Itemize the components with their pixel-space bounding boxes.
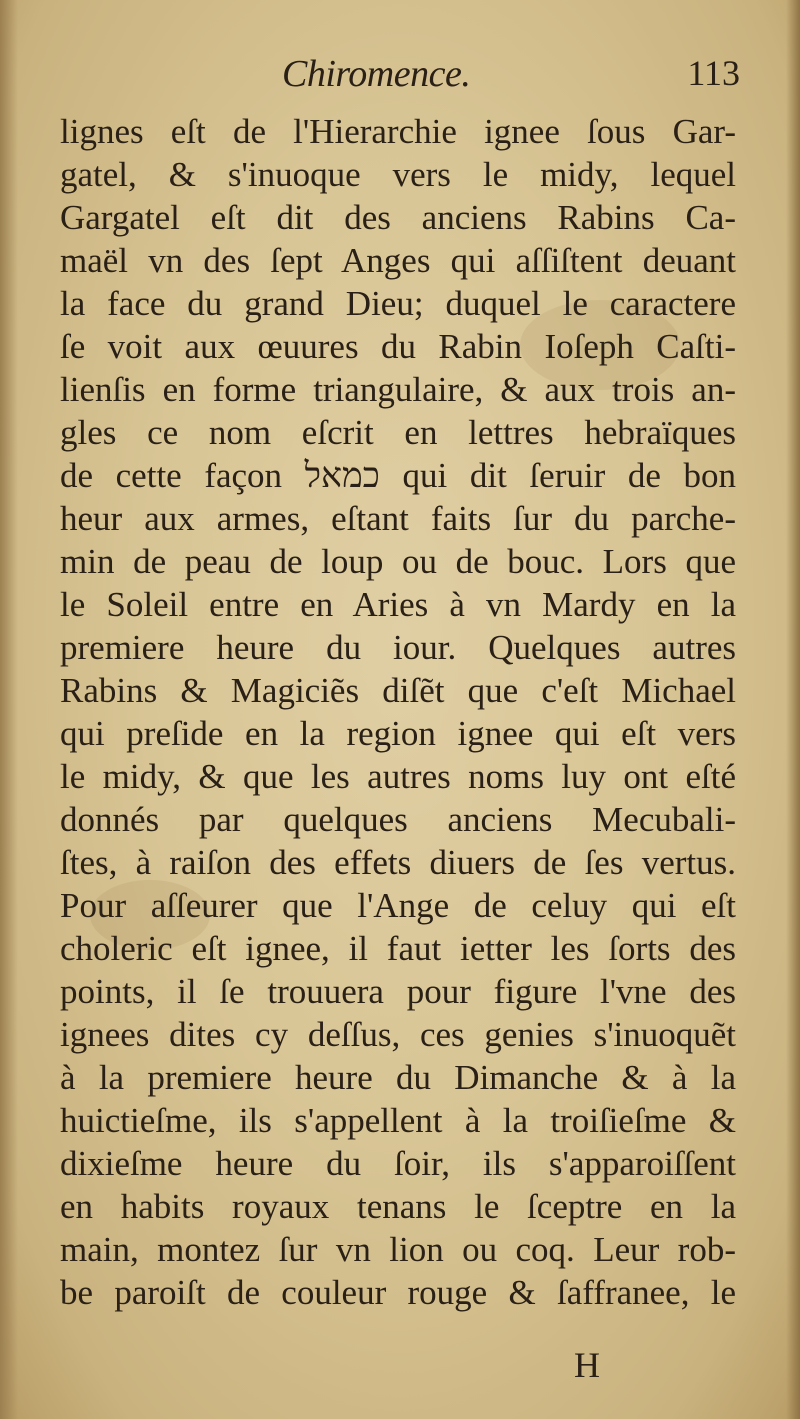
text-line: le midy, & que les autres noms luy ont eſté <box>60 757 736 796</box>
running-title: Chiromence. <box>282 53 471 95</box>
text-line: points, il ſe trouuera pour figure l'vne des <box>60 972 736 1011</box>
text-line: ſtes, à raiſon des effets diuers de ſes vertus. <box>60 843 736 882</box>
text-line: dixieſme heure du ſoir, ils s'apparoiſſent <box>60 1144 736 1183</box>
text-line: le Soleil entre en Aries à vn Mardy en la <box>60 585 736 624</box>
text-line: la face du grand Dieu; duquel le caractere <box>60 284 736 323</box>
text-line: ignees dites cy deſſus, ces genies s'inuoquẽt <box>60 1015 736 1054</box>
text-line: à la premiere heure du Dimanche & à la <box>60 1058 736 1097</box>
text-line: en habits royaux tenans le ſceptre en la <box>60 1187 736 1226</box>
page-edge-shadow-left <box>0 0 18 1419</box>
text-line: gles ce nom eſcrit en lettres hebraïques <box>60 413 736 452</box>
page-header <box>60 52 740 102</box>
page-number: 113 <box>687 53 740 93</box>
signature-mark: H <box>574 1345 600 1385</box>
text-line: premiere heure du iour. Quelques autres <box>60 628 736 667</box>
text-line: qui preſide en la region ignee qui eſt vers <box>60 714 736 753</box>
text-line: gatel, & s'inuoque vers le midy, lequel <box>60 155 736 194</box>
text-line: lignes eſt de l'Hierarchie ignee ſous Gar- <box>60 112 736 151</box>
text-line: min de peau de loup ou de bouc. Lors que <box>60 542 736 581</box>
page-edge-shadow-right <box>786 0 800 1419</box>
text-line: Pour aſſeurer que l'Ange de celuy qui eſt <box>60 886 736 925</box>
text-line: choleric eſt ignee, il faut ietter les ſorts des <box>60 929 736 968</box>
text-line: be paroiſt de couleur rouge & ſaffranee, le <box>60 1273 736 1312</box>
text-line: huictieſme, ils s'appellent à la troiſieſme & <box>60 1101 736 1140</box>
text-line: Gargatel eſt dit des anciens Rabins Ca- <box>60 198 736 237</box>
text-line: lienſis en forme triangulaire, & aux trois an- <box>60 370 736 409</box>
text-line: de cette façon כמאל qui dit ſeruir de bon <box>60 456 736 495</box>
text-line: maël vn des ſept Anges qui aſſiſtent deuant <box>60 241 736 280</box>
text-line: main, montez ſur vn lion ou coq. Leur rob- <box>60 1230 736 1269</box>
text-line: Rabins & Magiciẽs diſẽt que c'eſt Michael <box>60 671 736 710</box>
text-line: heur aux armes, eſtant faits ſur du parche- <box>60 499 736 538</box>
text-line: donnés par quelques anciens Mecubali- <box>60 800 736 839</box>
body-text <box>60 110 736 1314</box>
text-line: ſe voit aux œuures du Rabin Ioſeph Caſti- <box>60 327 736 366</box>
